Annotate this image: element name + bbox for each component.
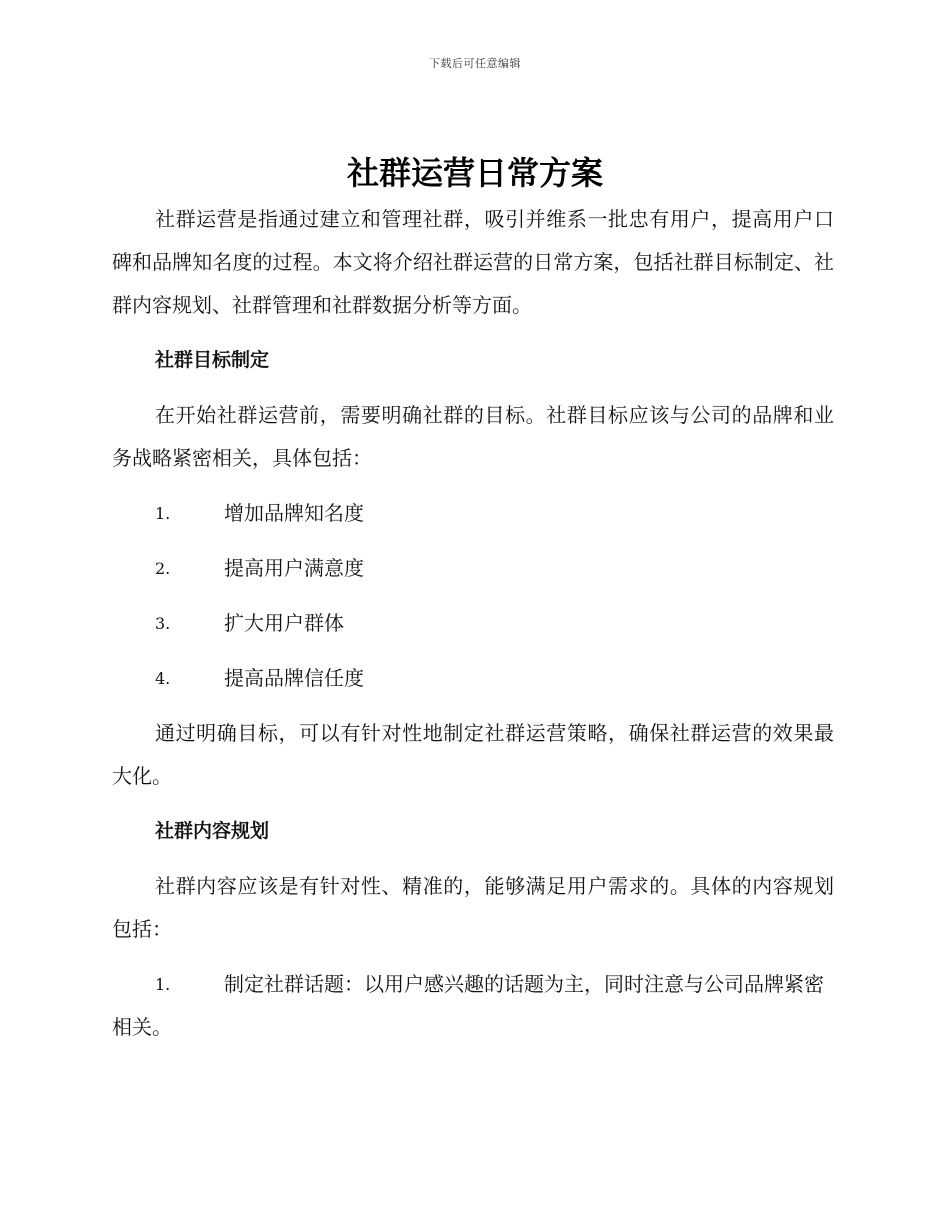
header-note: 下载后可任意编辑: [429, 57, 521, 70]
list-number: 3.: [155, 614, 171, 633]
list-item: [112, 492, 834, 535]
goals-paragraph: 在开始社群运营前，需要明确社群的目标。社群目标应该与公司的品牌和业务战略紧密相关，具体包括：: [112, 403, 834, 470]
section-heading-goals: 社群目标制定: [155, 349, 270, 371]
list-item: [112, 657, 834, 700]
list-item: [112, 547, 834, 590]
list-number: 4.: [155, 669, 171, 688]
document-body: [112, 198, 834, 1049]
section-heading-content: 社群内容规划: [155, 820, 270, 842]
list-number: 1.: [155, 975, 171, 994]
list-item: [112, 602, 834, 645]
document-title: 社群运营日常方案: [346, 154, 603, 192]
list-text: 增加品牌知名度: [224, 501, 364, 525]
content-paragraph: 社群内容应该是有针对性、精准的，能够满足用户需求的。具体的内容规划包括：: [112, 874, 834, 941]
list-text: 提高用户满意度: [224, 556, 364, 580]
list-text: 提高品牌信任度: [224, 666, 364, 690]
list-number: 2.: [155, 559, 171, 578]
list-text: 扩大用户群体: [224, 611, 344, 635]
list-item: [112, 963, 834, 1049]
goals-closing-paragraph: 通过明确目标，可以有针对性地制定社群运营策略，确保社群运营的效果最大化。: [112, 721, 834, 788]
list-number: 1.: [155, 504, 171, 523]
list-text: 制定社群话题：以用户感兴趣的话题为主，同时注意与公司品牌紧密相关。: [112, 972, 824, 1039]
intro-paragraph: 社群运营是指通过建立和管理社群，吸引并维系一批忠有用户，提高用户口碑和品牌知名度的过程。本文将介绍社群运营的日常方案，包括社群目标制定、社群内容规划、社群管理和社群数据分析等方面。: [112, 207, 834, 317]
